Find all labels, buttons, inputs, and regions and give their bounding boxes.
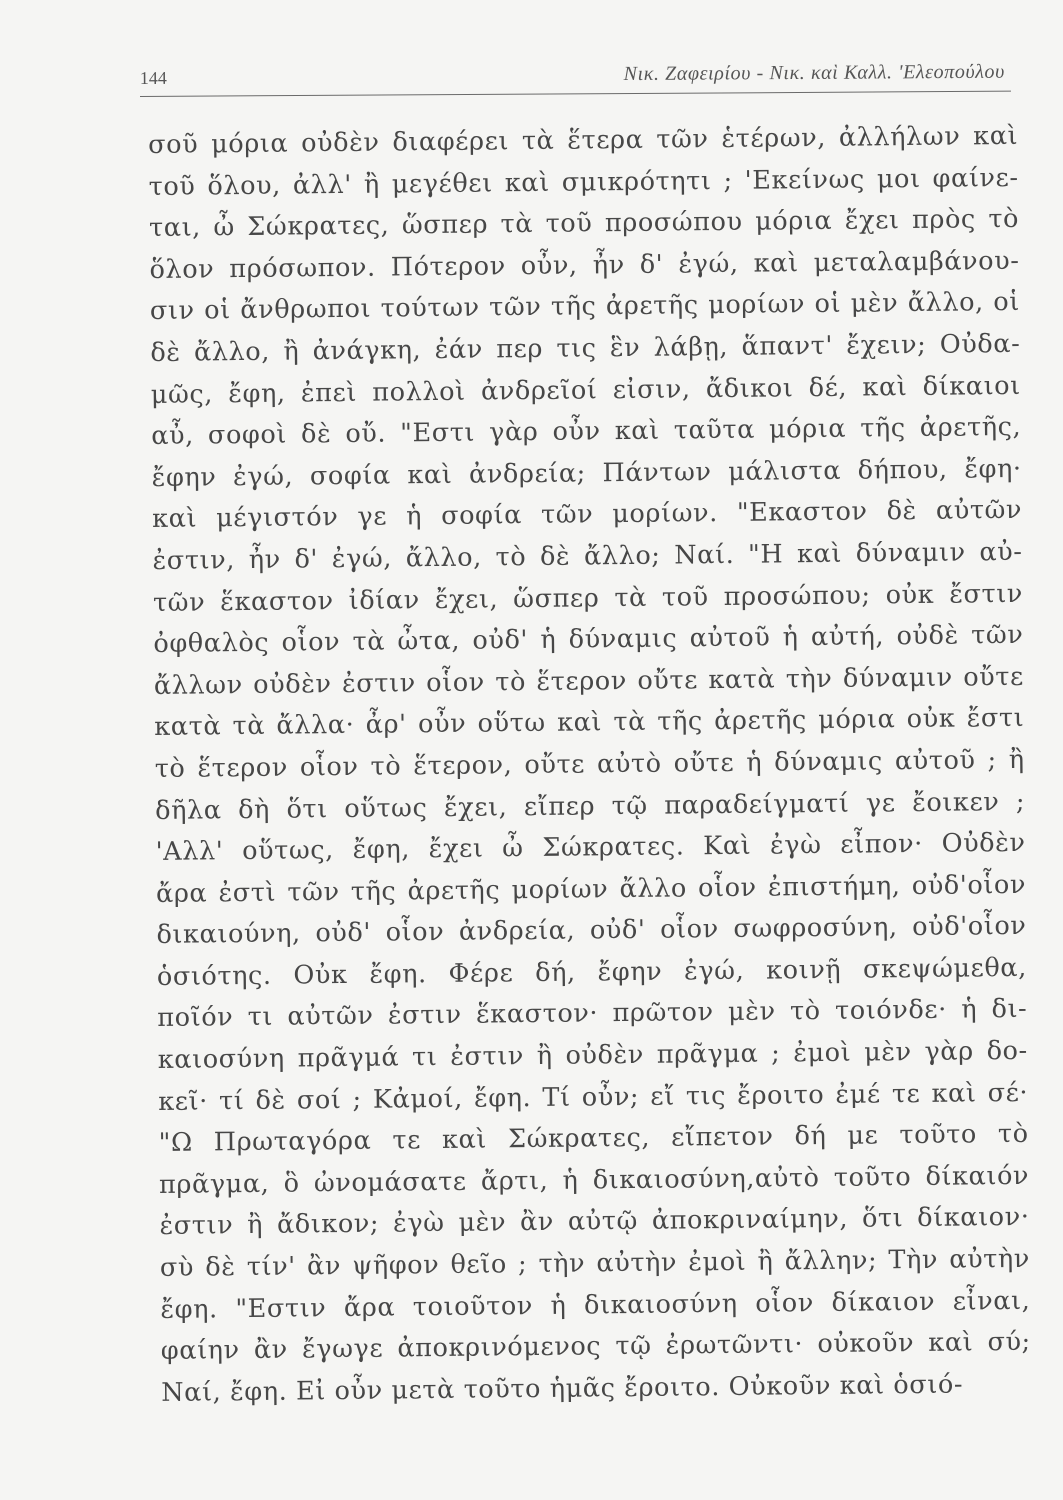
text-line: ὁσιότης. Οὐκ ἔφη. Φέρε δή, ἔφην ἐγώ, κοινῇ σκεψώμεθα, [156,952,1028,992]
text-line: φαίην ἂν ἔγωγε ἀποκρινόμενος τῷ ἐρωτῶντι· οὐκοῦν καὶ σύ; [160,1327,1031,1367]
text-line: "Ω Πρωταγόρα τε καὶ Σώκρατες, εἴπετον δή με τοῦτο τὸ [158,1119,1029,1159]
text-line: 'Αλλ' οὕτως, ἔφη, ἔχει ὦ Σώκρατες. Καὶ ἐγὼ εἶπον· Οὐδὲν [155,827,1026,868]
text-line: Ναί, ἔφη. Εἰ οὖν μετὰ τοῦτο ἡμᾶς ἔροιτο. Οὐκοῦν καὶ ὁσιό- [161,1369,964,1408]
text-line: καιοσύνη πρᾶγμά τι ἐστιν ἢ οὐδὲν πρᾶγμα ; ἐμοὶ μὲν γὰρ δο- [157,1035,1028,1076]
body-text [148,116,1031,1414]
text-line: ἐστιν ἢ ἄδικον; ἐγὼ μὲν ἂν αὐτῷ ἀποκριναίμην, ὅτι δίκαιον· [159,1202,1030,1242]
text-line: κατὰ τὰ ἄλλα· ἆρ' οὖν οὕτω καὶ τὰ τῆς ἀρετῆς μόρια οὐκ ἔστι [154,703,1025,743]
running-title: Νικ. Ζαφειρίου - Νικ. καὶ Καλλ. 'Ελεοπούλου [623,60,1005,86]
text-line: ὀφθαλὸς οἷον τὰ ὦτα, οὐδ' ἡ δύναμις αὐτοῦ ἡ αὐτή, οὐδὲ τῶν [153,619,1024,660]
page-number: 144 [139,67,167,89]
running-header [140,57,1011,97]
text-line: ται, ὦ Σώκρατες, ὥσπερ τὰ τοῦ προσώπου μόρια ἔχει πρὸς τὸ [148,204,1020,244]
text-line: κεῖ· τί δὲ σοί ; Κἀμοί, ἔφη. Τί οὖν; εἴ τις ἔροιτο ἐμέ τε καὶ σέ· [158,1077,1029,1117]
text-line: δικαιούνη, οὐδ' οἷον ἀνδρεία, οὐδ' οἷον σωφροσύνη, οὐδ'οἷον [156,911,1027,951]
text-line: τῶν ἕκαστον ἰδίαν ἔχει, ὥσπερ τὰ τοῦ προσώπου; οὐκ ἔστιν [152,578,1024,618]
text-line: ἔφην ἐγώ, σοφία καὶ ἀνδρεία; Πάντων μάλιστα δήπου, ἔφη· [151,453,1022,493]
text-line: καὶ μέγιστόν γε ἡ σοφία τῶν μορίων. "Εκαστον δὲ αὐτῶν [151,495,1023,535]
text-line: δὲ ἄλλο, ἢ ἀνάγκη, ἐάν περ τις ἓν λάβῃ, ἅπαντ' ἔχειν; Οὐδα- [150,328,1021,368]
text-line: μῶς, ἔφη, ἐπεὶ πολλοὶ ἀνδρεῖοί εἰσιν, ἄδικοι δέ, καὶ δίκαιοι [150,370,1021,410]
text-line: πρᾶγμα, ὃ ὠνομάσατε ἄρτι, ἡ δικαιοσύνη,αὐτὸ τοῦτο δίκαιόν [158,1160,1030,1200]
text-line: σὺ δὲ τίν' ἂν ψῆφον θεῖο ; τὴν αὐτὴν ἐμοὶ ἢ ἄλλην; Τὴν αὐτὴν [159,1243,1031,1283]
text-line: ὅλον πρόσωπον. Πότερον οὖν, ἦν δ' ἐγώ, καὶ μεταλαμβάνου- [149,245,1020,285]
text-line: ἄρα ἐστὶ τῶν τῆς ἀρετῆς μορίων ἄλλο οἷον ἐπιστήμη, οὐδ'οἷον [155,869,1027,909]
text-line: ἔφη. "Εστιν ἄρα τοιοῦτον ἡ δικαιοσύνη οἷον δίκαιον εἶναι, [160,1285,1031,1325]
text-line: δῆλα δὴ ὅτι οὕτως ἔχει, εἴπερ τῷ παραδείγματί γε ἔοικεν ; [155,786,1026,826]
text-line: ποῖόν τι αὐτῶν ἐστιν ἕκαστον· πρῶτον μὲν τὸ τοιόνδε· ἡ δι- [157,994,1028,1034]
text-line: ἄλλων οὐδὲν ἐστιν οἷον τὸ ἕτερον οὔτε κατὰ τὴν δύναμιν οὔτε [153,661,1024,701]
text-line: τὸ ἕτερον οἷον τὸ ἕτερον, οὔτε αὐτὸ οὔτε ἡ δύναμις αὐτοῦ ; ἢ [154,744,1025,784]
text-line: σοῦ μόρια οὐδὲν διαφέρει τὰ ἕτερα τῶν ἑτέρων, ἀλλήλων καὶ [148,120,1019,160]
text-line: τοῦ ὅλου, ἀλλ' ἢ μεγέθει καὶ σμικρότητι ; 'Εκείνως μοι φαίνε- [148,162,1019,202]
text-line: αὖ, σοφοὶ δὲ οὔ. "Εστι γὰρ οὖν καὶ ταῦτα μόρια τῆς ἀρετῆς, [151,412,1022,452]
text-line: σιν οἱ ἄνθρωποι τούτων τῶν τῆς ἀρετῆς μορίων οἱ μὲν ἄλλο, οἱ [149,287,1021,327]
text-line: ἐστιν, ἦν δ' ἐγώ, ἄλλο, τὸ δὲ ἄλλο; Ναί. "Η καὶ δύναμιν αὐ- [152,536,1023,576]
